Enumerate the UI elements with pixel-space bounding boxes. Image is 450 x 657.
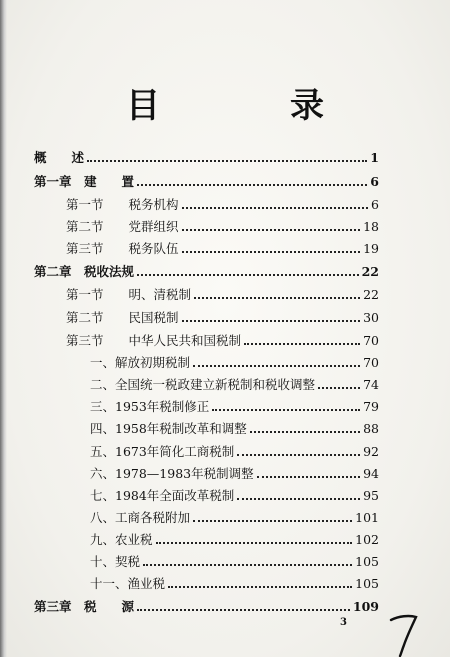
toc-entry-label: 第一节 明、清税制	[66, 287, 192, 302]
toc-subsection-row	[90, 532, 379, 548]
toc-entry-page: 92	[363, 444, 379, 459]
toc-chapter-row	[34, 599, 379, 615]
dot-leader	[182, 229, 360, 231]
toc-entry-page: 102	[355, 532, 379, 547]
toc-entry-label: 七、1984年全面改革税制	[90, 488, 235, 503]
toc-entry-label: 第二节 民国税制	[66, 310, 179, 325]
dot-leader	[193, 520, 352, 522]
toc-entry-page: 74	[363, 377, 379, 392]
dot-leader	[137, 184, 367, 186]
toc-subsection-row	[90, 510, 379, 526]
toc-entry-page: 1	[370, 150, 379, 165]
dot-leader	[193, 365, 360, 367]
toc-subsection-row	[90, 421, 379, 437]
toc-section-row	[66, 197, 379, 213]
dot-leader	[212, 409, 360, 411]
toc-subsection-row	[90, 576, 379, 592]
toc-entry-label: 二、全国统一税政建立新税制和税收调整	[90, 377, 316, 392]
dot-leader	[257, 476, 360, 478]
toc-entry-label: 十、契税	[90, 554, 141, 569]
toc-subsection-row	[90, 554, 379, 570]
toc-section-row	[66, 241, 379, 257]
page-number: 3	[340, 617, 347, 628]
toc-entry-page: 70	[363, 355, 379, 370]
dot-leader	[87, 160, 367, 162]
dot-leader	[318, 387, 360, 389]
toc-section-row	[66, 219, 379, 235]
toc-entry-page: 6	[371, 197, 379, 212]
dot-leader	[182, 251, 360, 253]
toc-entry-page: 19	[363, 241, 379, 256]
toc-chapter-row	[34, 150, 379, 166]
toc-entry-page: 79	[363, 399, 379, 414]
toc-entry-page: 95	[363, 488, 379, 503]
toc-entry-page: 105	[355, 576, 379, 591]
toc-subsection-row	[90, 488, 379, 504]
toc-subsection-row	[90, 377, 379, 393]
toc-entry-label: 第三节 税务队伍	[66, 241, 179, 256]
toc-entry-page: 105	[355, 554, 379, 569]
toc-entry-label: 九、农业税	[90, 532, 153, 547]
toc-chapter-row	[34, 264, 379, 280]
dot-leader	[137, 274, 359, 276]
page-title: 目 录	[126, 86, 372, 126]
dot-leader	[244, 343, 360, 345]
toc-entry-page: 101	[355, 510, 379, 525]
toc-entry-label: 第三章 税 源	[34, 599, 135, 614]
dot-leader	[182, 320, 360, 322]
dot-leader	[237, 454, 360, 456]
toc-entry-page: 30	[363, 310, 379, 325]
dot-leader	[143, 564, 352, 566]
toc-entry-label: 十一、渔业税	[90, 576, 166, 591]
dot-leader	[156, 542, 352, 544]
toc-entry-label: 三、1953年税制修正	[90, 399, 210, 414]
toc-subsection-row	[90, 444, 379, 460]
handwritten-mark	[385, 612, 425, 657]
toc-entry-label: 第二章 税收法规	[34, 264, 135, 279]
dot-leader	[182, 207, 368, 209]
toc-entry-page: 18	[363, 219, 379, 234]
toc-entry-page: 70	[363, 333, 379, 348]
toc-subsection-row	[90, 399, 379, 415]
toc-entry-label: 一、解放初期税制	[90, 355, 191, 370]
dot-leader	[194, 297, 360, 299]
toc-section-row	[66, 287, 379, 303]
toc-section-row	[66, 333, 379, 349]
toc-entry-page: 109	[352, 599, 379, 614]
toc-entry-label: 第三节 中华人民共和国税制	[66, 333, 242, 348]
toc-entry-label: 第一章 建 置	[34, 174, 135, 189]
toc-section-row	[66, 310, 379, 326]
toc-entry-page: 88	[363, 421, 379, 436]
toc-entry-label: 第一节 税务机构	[66, 197, 179, 212]
dot-leader	[250, 431, 360, 433]
toc-entry-label: 第二节 党群组织	[66, 219, 179, 234]
toc-entry-label: 概 述	[34, 150, 85, 165]
dot-leader	[137, 609, 350, 611]
dot-leader	[168, 586, 352, 588]
toc-entry-page: 6	[370, 174, 379, 189]
toc-chapter-row	[34, 174, 379, 190]
toc-entry-label: 六、1978—1983年税制调整	[90, 466, 254, 481]
toc-entry-page: 94	[363, 466, 379, 481]
toc-entry-label: 四、1958年税制改革和调整	[90, 421, 247, 436]
dot-leader	[237, 498, 360, 500]
toc-entry-label: 八、工商各税附加	[90, 510, 191, 525]
toc-subsection-row	[90, 355, 379, 371]
toc-entry-page: 22	[363, 287, 379, 302]
toc-subsection-row	[90, 466, 379, 482]
toc-entry-page: 22	[361, 264, 379, 279]
toc-entry-label: 五、1673年简化工商税制	[90, 444, 235, 459]
